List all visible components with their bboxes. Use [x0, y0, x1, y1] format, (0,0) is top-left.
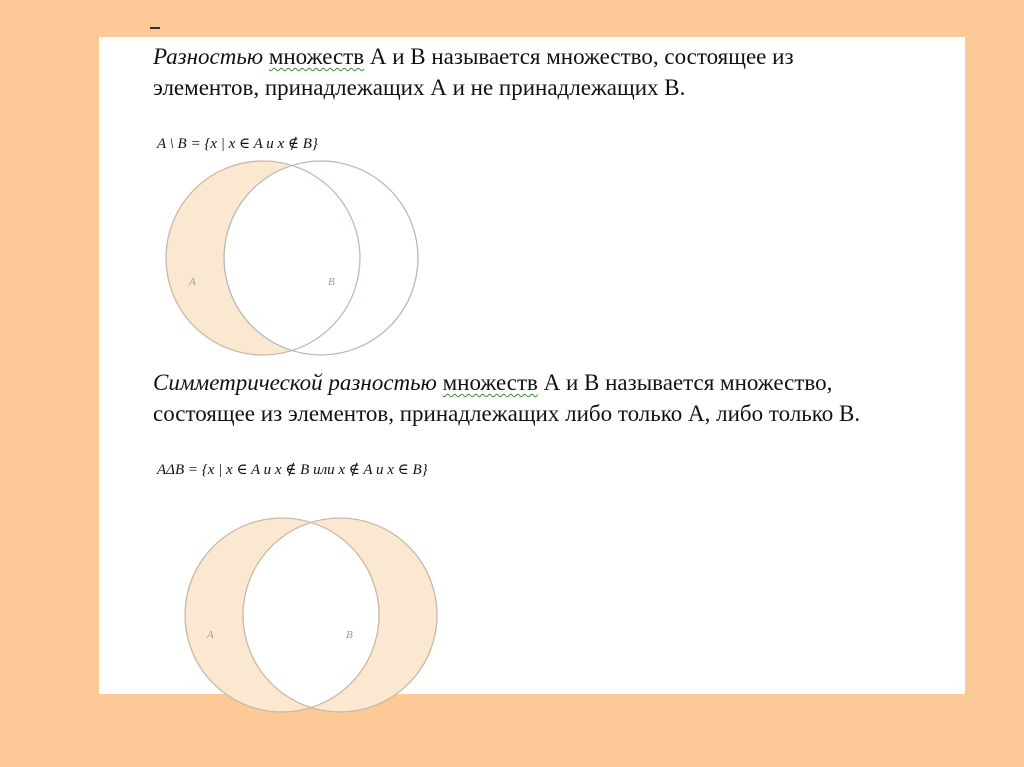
venn2-label-a: A — [207, 629, 214, 641]
difference-term: Разностью — [153, 44, 264, 69]
venn1-circle-b-fill — [224, 161, 418, 355]
difference-line1-rest: А и В называется множество, состоящее из — [364, 44, 794, 69]
symmetric-term: Симметрической разностью — [153, 370, 437, 395]
venn2-label-b: B — [346, 629, 353, 641]
symmetric-formula: AΔB = {x | x ∈ A и x ∉ B или x ∉ A и x ∈ B} — [157, 462, 428, 478]
venn1-label-b: B — [328, 276, 335, 288]
word-sets-2: множеств — [442, 370, 538, 395]
venn-difference — [166, 161, 418, 355]
word-sets: множеств — [268, 44, 365, 69]
difference-definition-line2: элементов, принадлежащих А и не принадлежащих В. — [153, 75, 686, 100]
symmetric-definition-line2: состоящее из элементов, принадлежащих либо только А, либо только В. — [153, 401, 861, 426]
difference-formula: A \ B = {x | x ∈ A и x ∉ B} — [157, 136, 318, 152]
venn1-label-a: A — [189, 276, 196, 288]
symmetric-line1-rest: А и В называется множество, — [537, 370, 833, 395]
venn-symmetric-difference — [185, 518, 437, 712]
